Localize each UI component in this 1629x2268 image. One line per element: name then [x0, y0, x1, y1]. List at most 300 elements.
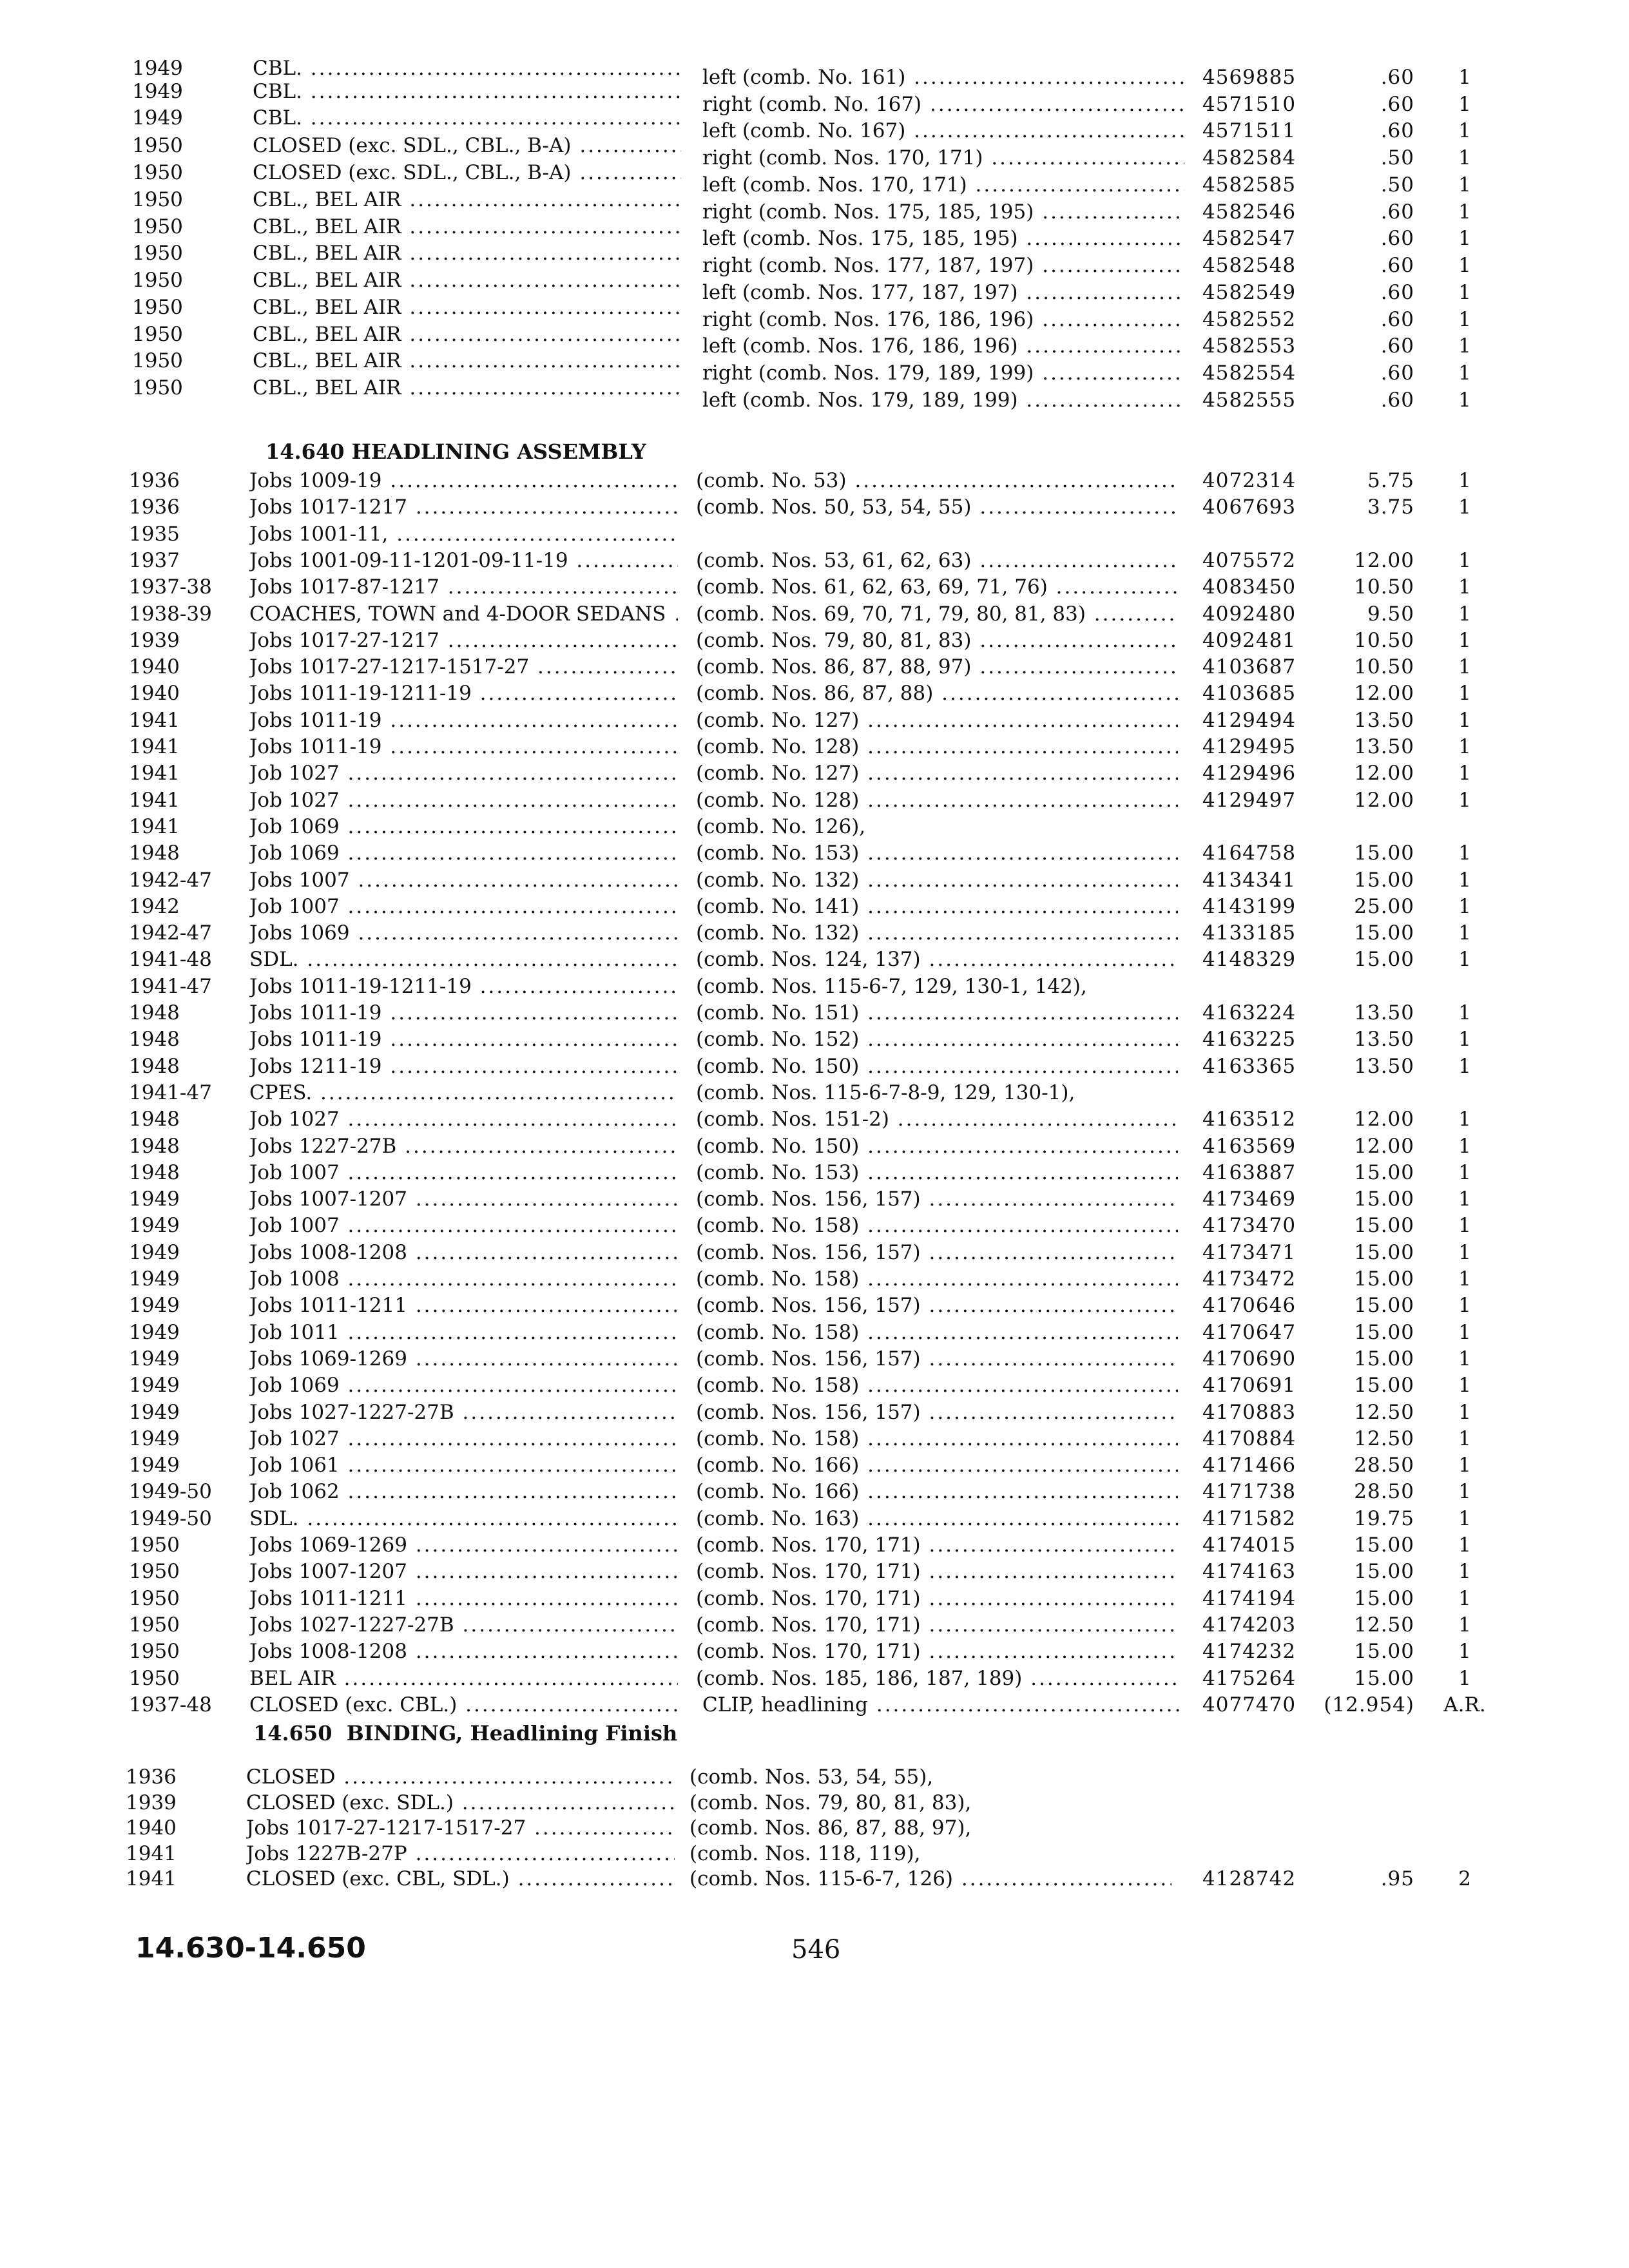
desc-cell: left (comb. No. 167) ..... — [702, 118, 1184, 144]
table-row — [0, 867, 1629, 893]
model-cell: Jobs 1007 ..... — [249, 867, 678, 893]
model-cell: CBL., BEL AIR ..... — [253, 348, 681, 374]
model-cell: CBL., BEL AIR ..... — [253, 294, 681, 320]
year-cell: 1941-47 — [129, 975, 212, 998]
year-cell: 1949 — [129, 1241, 180, 1264]
table-row — [0, 1506, 1629, 1532]
desc-cell: right (comb. No. 167) ..... — [702, 91, 1184, 117]
part-number: 4077470 — [1202, 1693, 1296, 1716]
model-cell: Jobs 1011-19 ..... — [249, 734, 678, 760]
price-cell: .95 — [1380, 1867, 1414, 1890]
part-number: 4173469 — [1202, 1187, 1296, 1211]
table-row — [0, 1372, 1629, 1398]
year-cell: 1949 — [129, 1267, 180, 1291]
desc-cell: (comb. Nos. 115-6-7, 129, 130-1, 142), — [696, 975, 1087, 998]
table-row — [0, 1866, 1629, 1892]
table-row — [0, 1346, 1629, 1372]
desc-cell: (comb. No. 158) ..... — [696, 1320, 1178, 1345]
model-cell: CBL., BEL AIR ..... — [253, 240, 681, 266]
table-row-detail — [0, 333, 1629, 359]
desc-cell: (comb. Nos. 69, 70, 71, 79, 80, 81, 83) ..... — [696, 601, 1178, 627]
year-cell: 1935 — [129, 523, 180, 546]
year-cell: 1950 — [132, 242, 183, 265]
part-number: 4582555 — [1202, 389, 1296, 412]
qty-cell: 1 — [1458, 655, 1471, 678]
desc-cell: (comb. Nos. 170, 171) ..... — [696, 1559, 1178, 1584]
price-cell: 12.00 — [1354, 1108, 1414, 1131]
desc-cell: (comb. Nos. 79, 80, 81, 83) ..... — [696, 628, 1178, 653]
price-cell: 15.00 — [1354, 1321, 1414, 1344]
model-cell: CLOSED (exc. SDL., CBL., B-A) ..... — [253, 160, 681, 186]
part-number: 4582548 — [1202, 254, 1296, 277]
year-cell: 1950 — [132, 376, 183, 399]
part-number: 4129495 — [1202, 735, 1296, 758]
desc-cell: (comb. Nos. 170, 171) ..... — [696, 1639, 1178, 1664]
table-row-detail — [0, 199, 1629, 225]
qty-cell: 1 — [1458, 1613, 1471, 1637]
model-cell: Jobs 1011-19 ..... — [249, 1026, 678, 1052]
year-cell: 1941-47 — [129, 1081, 212, 1104]
table-row — [0, 521, 1629, 547]
model-cell: Jobs 1011-19-1211-19 ..... — [249, 680, 678, 706]
year-cell: 1950 — [132, 134, 183, 157]
part-number: 4148329 — [1202, 948, 1296, 971]
model-cell: Job 1062 ..... — [249, 1479, 678, 1504]
year-cell: 1949-50 — [129, 1507, 212, 1530]
model-cell: Jobs 1227B-27P ..... — [246, 1841, 675, 1867]
year-cell: 1941 — [129, 762, 180, 785]
table-row-detail — [0, 172, 1629, 198]
table-row-detail — [0, 280, 1629, 305]
qty-cell: 1 — [1458, 1347, 1471, 1370]
table-row — [0, 1666, 1629, 1691]
year-cell: 1950 — [129, 1640, 180, 1663]
price-cell: 13.50 — [1354, 1028, 1414, 1051]
year-cell: 1950 — [132, 349, 183, 372]
model-cell: SDL. ..... — [249, 1506, 678, 1532]
table-row-detail — [0, 118, 1629, 144]
qty-cell: 1 — [1458, 1187, 1471, 1211]
model-cell: CBL. ..... — [253, 55, 681, 81]
part-number: 4092481 — [1202, 629, 1296, 652]
model-cell: CLOSED (exc. SDL., CBL., B-A) ..... — [253, 133, 681, 159]
price-cell: 15.00 — [1354, 1667, 1414, 1690]
year-cell: 1936 — [129, 469, 180, 492]
table-row — [0, 1559, 1629, 1584]
section-range-footer: 14.630-14.650 — [135, 1932, 366, 1965]
model-cell: Jobs 1227-27B ..... — [249, 1133, 678, 1159]
desc-cell: left (comb. Nos. 175, 185, 195) ..... — [702, 226, 1184, 251]
desc-cell: (comb. No. 128) ..... — [696, 734, 1178, 760]
desc-cell: (comb. Nos. 115-6-7-8-9, 129, 130-1), — [696, 1081, 1075, 1104]
model-cell: CBL. ..... — [253, 105, 681, 131]
price-cell: 13.50 — [1354, 735, 1414, 758]
part-number: 4083450 — [1202, 575, 1296, 599]
model-cell: Jobs 1011-19-1211-19 ..... — [249, 974, 678, 999]
model-cell: CBL. ..... — [253, 79, 681, 104]
price-cell: 12.50 — [1354, 1613, 1414, 1637]
model-cell: CBL., BEL AIR ..... — [253, 322, 681, 347]
year-cell: 1940 — [129, 682, 180, 705]
price-cell: 15.00 — [1354, 1560, 1414, 1583]
price-cell: 15.00 — [1354, 1640, 1414, 1663]
qty-cell: 1 — [1458, 200, 1471, 224]
qty-cell: 1 — [1458, 1560, 1471, 1583]
table-row — [0, 548, 1629, 573]
model-cell: Jobs 1069-1269 ..... — [249, 1532, 678, 1558]
desc-cell: (comb. Nos. 50, 53, 54, 55) ..... — [696, 494, 1178, 520]
year-cell: 1950 — [132, 215, 183, 238]
qty-cell: 1 — [1458, 1401, 1471, 1424]
part-number: 4175264 — [1202, 1667, 1296, 1690]
desc-cell: (comb. No. 158) ..... — [696, 1372, 1178, 1398]
table-row-detail — [0, 307, 1629, 332]
table-row — [0, 734, 1629, 760]
qty-cell: 1 — [1458, 575, 1471, 599]
year-cell: 1949 — [129, 1294, 180, 1317]
qty-cell: 1 — [1458, 682, 1471, 705]
table-row — [0, 494, 1629, 520]
table-row — [0, 707, 1629, 733]
qty-cell: 1 — [1458, 1667, 1471, 1690]
price-cell: .60 — [1380, 389, 1414, 412]
model-cell: Job 1027 ..... — [249, 1106, 678, 1132]
table-row — [0, 974, 1629, 999]
desc-cell: (comb. No. 166) ..... — [696, 1452, 1178, 1478]
qty-cell: 1 — [1458, 602, 1471, 626]
year-cell: 1941-48 — [129, 948, 212, 971]
price-cell: 13.50 — [1354, 709, 1414, 732]
price-cell: .60 — [1380, 281, 1414, 304]
model-cell: Jobs 1027-1227-27B ..... — [249, 1612, 678, 1638]
table-row — [0, 1452, 1629, 1478]
year-cell: 1948 — [129, 1135, 180, 1158]
desc-cell: (comb. No. 127) ..... — [696, 760, 1178, 786]
qty-cell: 1 — [1458, 227, 1471, 250]
part-number: 4143199 — [1202, 895, 1296, 918]
year-cell: 1937 — [129, 549, 180, 572]
qty-cell: 1 — [1458, 1374, 1471, 1397]
qty-cell: 1 — [1458, 1640, 1471, 1663]
model-cell: Jobs 1017-27-1217-1517-27 ..... — [246, 1815, 675, 1841]
desc-cell: right (comb. Nos. 176, 186, 196) ..... — [702, 307, 1184, 332]
desc-cell: (comb. No. 128) ..... — [696, 787, 1178, 813]
part-number: 4174232 — [1202, 1640, 1296, 1663]
model-cell: Jobs 1007-1207 ..... — [249, 1559, 678, 1584]
desc-cell: (comb. No. 127) ..... — [696, 707, 1178, 733]
qty-cell: 1 — [1458, 1241, 1471, 1264]
qty-cell: 1 — [1458, 146, 1471, 169]
model-cell: CBL., BEL AIR ..... — [253, 214, 681, 240]
model-cell: Jobs 1017-1217 ..... — [249, 494, 678, 520]
price-cell: 10.50 — [1354, 655, 1414, 678]
desc-cell: (comb. Nos. 170, 171) ..... — [696, 1532, 1178, 1558]
part-number: 4571510 — [1202, 93, 1296, 116]
qty-cell: 1 — [1458, 254, 1471, 277]
section-title-bold: BINDING, — [346, 1721, 463, 1745]
year-cell: 1936 — [129, 495, 180, 519]
desc-cell: (comb. No. 141) ..... — [696, 894, 1178, 919]
price-cell: 12.00 — [1354, 1135, 1414, 1158]
model-cell: Jobs 1017-27-1217 ..... — [249, 628, 678, 653]
year-cell: 1948 — [129, 1028, 180, 1051]
price-cell: 15.00 — [1354, 1347, 1414, 1370]
year-cell: 1949 — [129, 1427, 180, 1450]
part-number: 4129494 — [1202, 709, 1296, 732]
part-number: 4171582 — [1202, 1507, 1296, 1530]
model-cell: Jobs 1008-1208 ..... — [249, 1240, 678, 1265]
table-row — [0, 1213, 1629, 1238]
part-number: 4173472 — [1202, 1267, 1296, 1291]
qty-cell: 1 — [1458, 841, 1471, 865]
part-number: 4170690 — [1202, 1347, 1296, 1370]
clip-cell: CLIP, headlining ..... — [702, 1692, 1184, 1718]
price-cell: 15.00 — [1354, 1267, 1414, 1291]
model-cell: Job 1027 ..... — [249, 1426, 678, 1452]
model-cell: Job 1069 ..... — [249, 814, 678, 840]
table-row — [0, 1240, 1629, 1265]
qty-cell: 1 — [1458, 1294, 1471, 1317]
part-number: 4075572 — [1202, 549, 1296, 572]
table-row — [0, 601, 1629, 627]
model-cell: Jobs 1017-87-1217 ..... — [249, 574, 678, 600]
price-cell: 15.00 — [1354, 1187, 1414, 1211]
part-number: 4174163 — [1202, 1560, 1296, 1583]
year-cell: 1948 — [129, 841, 180, 865]
section-heading-binding — [253, 1719, 677, 1747]
desc-cell: left (comb. Nos. 170, 171) ..... — [702, 172, 1184, 198]
desc-cell: (comb. Nos. 115-6-7, 126) ..... — [689, 1866, 1171, 1892]
desc-cell: (comb. Nos. 118, 119), — [689, 1842, 921, 1865]
desc-cell: (comb. No. 150) ..... — [696, 1053, 1178, 1079]
price-cell: 15.00 — [1354, 948, 1414, 971]
table-row-detail — [0, 91, 1629, 117]
table-row — [0, 628, 1629, 653]
desc-cell: (comb. No. 132) ..... — [696, 867, 1178, 893]
price-cell: 13.50 — [1354, 1055, 1414, 1078]
table-row — [0, 1000, 1629, 1026]
part-number: 4582546 — [1202, 200, 1296, 224]
price-cell: 15.00 — [1354, 1241, 1414, 1264]
year-cell: 1941 — [126, 1867, 177, 1890]
year-cell: 1950 — [129, 1587, 180, 1610]
table-row — [0, 574, 1629, 600]
table-row — [0, 1186, 1629, 1212]
model-cell: Jobs 1011-19 ..... — [249, 707, 678, 733]
part-number: 4128742 — [1202, 1867, 1296, 1890]
table-row — [0, 1692, 1629, 1718]
table-row — [0, 1586, 1629, 1611]
part-number: 4134341 — [1202, 869, 1296, 892]
table-row — [0, 1160, 1629, 1186]
part-number: 4163225 — [1202, 1028, 1296, 1051]
price-cell: .60 — [1380, 361, 1414, 385]
price-cell: 28.50 — [1354, 1480, 1414, 1503]
qty-cell: 1 — [1458, 1161, 1471, 1184]
section-title-rest: Headlining Finish — [470, 1721, 678, 1745]
part-number: 4173470 — [1202, 1214, 1296, 1237]
model-cell: Job 1011 ..... — [249, 1320, 678, 1345]
model-cell: Job 1069 ..... — [249, 1372, 678, 1398]
model-cell: Jobs 1001-11, ..... — [249, 521, 678, 547]
part-number: 4170691 — [1202, 1374, 1296, 1397]
table-row — [0, 760, 1629, 786]
model-cell: Job 1069 ..... — [249, 840, 678, 866]
year-cell: 1941 — [129, 789, 180, 812]
price-cell: 12.00 — [1354, 549, 1414, 572]
price-cell: 12.00 — [1354, 682, 1414, 705]
table-row — [0, 1133, 1629, 1159]
qty-cell: 1 — [1458, 789, 1471, 812]
year-cell: 1950 — [129, 1533, 180, 1557]
desc-cell: (comb. No. 163) ..... — [696, 1506, 1178, 1532]
qty-cell: 1 — [1458, 1001, 1471, 1024]
qty-cell: 1 — [1458, 308, 1471, 331]
year-cell: 1949 — [129, 1187, 180, 1211]
qty-cell: 1 — [1458, 1135, 1471, 1158]
model-cell: Job 1007 ..... — [249, 1160, 678, 1186]
desc-cell: right (comb. Nos. 179, 189, 199) ..... — [702, 360, 1184, 386]
year-cell: 1949 — [129, 1401, 180, 1424]
year-cell: 1941 — [129, 709, 180, 732]
model-cell: BEL AIR ..... — [249, 1666, 678, 1691]
part-number: 4174194 — [1202, 1587, 1296, 1610]
year-cell: 1949 — [132, 106, 183, 130]
desc-cell: (comb. Nos. 170, 171) ..... — [696, 1586, 1178, 1611]
section-number: 14.650 — [253, 1721, 333, 1745]
price-cell: 25.00 — [1354, 895, 1414, 918]
year-cell: 1948 — [129, 1108, 180, 1131]
model-cell: Jobs 1027-1227-27B ..... — [249, 1399, 678, 1425]
part-number: 4582553 — [1202, 334, 1296, 358]
desc-cell: (comb. Nos. 86, 87, 88) ..... — [696, 680, 1178, 706]
year-cell: 1949 — [132, 57, 183, 80]
model-cell: Job 1008 ..... — [249, 1266, 678, 1292]
year-cell: 1950 — [132, 269, 183, 292]
part-number: 4171738 — [1202, 1480, 1296, 1503]
table-row — [0, 1080, 1629, 1106]
year-cell: 1950 — [129, 1560, 180, 1583]
part-number: 4569885 — [1202, 66, 1296, 89]
qty-cell: 1 — [1458, 1480, 1471, 1503]
part-number: 4170646 — [1202, 1294, 1296, 1317]
table-row-detail — [0, 64, 1629, 90]
qty-cell: 1 — [1458, 1587, 1471, 1610]
year-cell: 1950 — [132, 323, 183, 346]
price-cell: (12.954) — [1324, 1693, 1414, 1716]
desc-cell: right (comb. Nos. 175, 185, 195) ..... — [702, 199, 1184, 225]
year-cell: 1949-50 — [129, 1480, 212, 1503]
part-number: 4170884 — [1202, 1427, 1296, 1450]
table-row — [0, 1790, 1629, 1816]
price-cell: 5.75 — [1367, 469, 1414, 492]
part-number: 4129497 — [1202, 789, 1296, 812]
table-row — [0, 1026, 1629, 1052]
price-cell: 10.50 — [1354, 629, 1414, 652]
part-number: 4163569 — [1202, 1135, 1296, 1158]
year-cell: 1937-38 — [129, 575, 212, 599]
price-cell: 12.00 — [1354, 762, 1414, 785]
model-cell: CBL., BEL AIR ..... — [253, 375, 681, 401]
desc-cell: (comb. No. 132) ..... — [696, 920, 1178, 946]
desc-cell: left (comb. Nos. 176, 186, 196) ..... — [702, 333, 1184, 359]
page-number: 546 — [791, 1935, 841, 1965]
desc-cell: (comb. Nos. 86, 87, 88, 97) ..... — [696, 654, 1178, 680]
table-row — [0, 1479, 1629, 1504]
model-cell: Job 1027 ..... — [249, 787, 678, 813]
desc-cell: left (comb. Nos. 179, 189, 199) ..... — [702, 387, 1184, 413]
price-cell: .60 — [1380, 93, 1414, 116]
year-cell: 1948 — [129, 1055, 180, 1078]
desc-cell: (comb. Nos. 156, 157) ..... — [696, 1186, 1178, 1212]
year-cell: 1950 — [129, 1613, 180, 1637]
year-cell: 1949 — [129, 1214, 180, 1237]
desc-cell: left (comb. No. 161) ..... — [702, 64, 1184, 90]
part-number: 4163887 — [1202, 1161, 1296, 1184]
part-number: 4072314 — [1202, 469, 1296, 492]
table-row — [0, 1612, 1629, 1638]
table-row — [0, 468, 1629, 494]
model-cell: Jobs 1007-1207 ..... — [249, 1186, 678, 1212]
price-cell: .50 — [1380, 173, 1414, 197]
part-number: 4103685 — [1202, 682, 1296, 705]
part-number: 4173471 — [1202, 1241, 1296, 1264]
model-cell: CBL., BEL AIR ..... — [253, 267, 681, 293]
table-row-detail — [0, 226, 1629, 251]
price-cell: 19.75 — [1354, 1507, 1414, 1530]
part-number: 4170883 — [1202, 1401, 1296, 1424]
desc-cell: (comb. Nos. 156, 157) ..... — [696, 1240, 1178, 1265]
qty-cell: 1 — [1458, 549, 1471, 572]
qty-cell: 1 — [1458, 1214, 1471, 1237]
year-cell: 1950 — [132, 296, 183, 319]
model-cell: Jobs 1211-19 ..... — [249, 1053, 678, 1079]
year-cell: 1936 — [126, 1765, 177, 1789]
desc-cell: (comb. Nos. 124, 137) ..... — [696, 947, 1178, 972]
desc-cell: (comb. No. 151) ..... — [696, 1000, 1178, 1026]
qty-cell: 1 — [1458, 334, 1471, 358]
part-number: 4163224 — [1202, 1001, 1296, 1024]
section-heading: 14.640 HEADLINING ASSEMBLY — [265, 439, 646, 464]
desc-cell: right (comb. Nos. 170, 171) ..... — [702, 145, 1184, 171]
table-row-detail — [0, 145, 1629, 171]
part-number: 4103687 — [1202, 655, 1296, 678]
qty-cell: 1 — [1458, 1454, 1471, 1477]
model-cell: Jobs 1008-1208 ..... — [249, 1639, 678, 1664]
qty-cell: 2 — [1458, 1867, 1471, 1890]
part-number: 4163365 — [1202, 1055, 1296, 1078]
price-cell: .60 — [1380, 308, 1414, 331]
price-cell: 15.00 — [1354, 841, 1414, 865]
part-number: 4133185 — [1202, 921, 1296, 945]
table-row — [0, 1532, 1629, 1558]
qty-cell: 1 — [1458, 762, 1471, 785]
year-cell: 1940 — [126, 1816, 177, 1840]
part-number: 4582552 — [1202, 308, 1296, 331]
model-cell: Jobs 1017-27-1217-1517-27 ..... — [249, 654, 678, 680]
price-cell: 9.50 — [1367, 602, 1414, 626]
table-row — [0, 920, 1629, 946]
table-row — [0, 654, 1629, 680]
table-row — [0, 840, 1629, 866]
model-cell: Jobs 1009-19 ..... — [249, 468, 678, 494]
qty-cell: A.R. — [1443, 1693, 1486, 1716]
desc-cell: (comb. No. 150) ..... — [696, 1133, 1178, 1159]
year-cell: 1938-39 — [129, 602, 212, 626]
year-cell: 1950 — [129, 1667, 180, 1690]
part-number: 4582584 — [1202, 146, 1296, 169]
table-row-detail — [0, 360, 1629, 386]
